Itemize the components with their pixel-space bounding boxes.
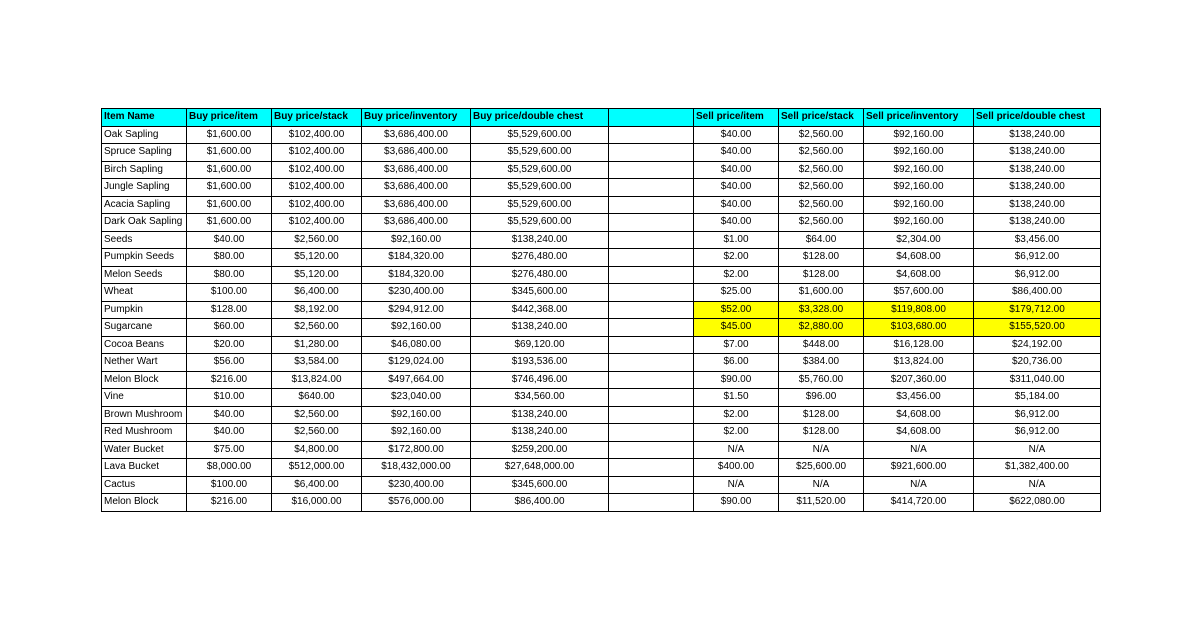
sell-price-double-chest-cell[interactable]: $138,240.00 xyxy=(974,144,1101,162)
gap-cell[interactable] xyxy=(609,179,694,197)
buy-price-inventory-cell[interactable]: $230,400.00 xyxy=(362,284,471,302)
buy-price-double-chest-cell[interactable]: $69,120.00 xyxy=(471,336,609,354)
table-row xyxy=(102,144,1101,162)
buy-price-inventory-cell[interactable]: $497,664.00 xyxy=(362,371,471,389)
header-sell-inventory[interactable]: Sell price/inventory xyxy=(864,109,974,127)
sell-price-inventory-cell[interactable]: $92,160.00 xyxy=(864,126,974,144)
sell-price-inventory-cell[interactable]: $92,160.00 xyxy=(864,161,974,179)
buy-price-inventory-cell[interactable]: $3,686,400.00 xyxy=(362,179,471,197)
buy-price-stack-cell[interactable]: $8,192.00 xyxy=(272,301,362,319)
gap-cell[interactable] xyxy=(609,214,694,232)
gap-cell[interactable] xyxy=(609,459,694,477)
item-name-cell[interactable]: Spruce Sapling xyxy=(102,144,187,162)
buy-price-item-cell[interactable]: $40.00 xyxy=(187,424,272,442)
buy-price-inventory-cell[interactable]: $18,432,000.00 xyxy=(362,459,471,477)
gap-cell[interactable] xyxy=(609,406,694,424)
sell-price-double-chest-cell[interactable]: $86,400.00 xyxy=(974,284,1101,302)
sell-price-stack-cell[interactable]: $1,600.00 xyxy=(779,284,864,302)
sell-price-inventory-cell[interactable]: $16,128.00 xyxy=(864,336,974,354)
buy-price-stack-cell[interactable]: $102,400.00 xyxy=(272,144,362,162)
buy-price-inventory-cell[interactable]: $3,686,400.00 xyxy=(362,161,471,179)
item-name-cell[interactable]: Birch Sapling xyxy=(102,161,187,179)
buy-price-stack-cell[interactable]: $4,800.00 xyxy=(272,441,362,459)
header-buy-double-chest[interactable]: Buy price/double chest xyxy=(471,109,609,127)
item-name-cell[interactable]: Vine xyxy=(102,389,187,407)
table-row xyxy=(102,301,1101,319)
buy-price-inventory-cell[interactable]: $172,800.00 xyxy=(362,441,471,459)
sell-price-double-chest-cell[interactable]: $622,080.00 xyxy=(974,494,1101,512)
buy-price-inventory-cell[interactable]: $129,024.00 xyxy=(362,354,471,372)
buy-price-stack-cell[interactable]: $512,000.00 xyxy=(272,459,362,477)
item-name-cell[interactable]: Melon Block xyxy=(102,371,187,389)
buy-price-inventory-cell[interactable]: $23,040.00 xyxy=(362,389,471,407)
buy-price-stack-cell[interactable]: $2,560.00 xyxy=(272,424,362,442)
table-row xyxy=(102,336,1101,354)
sell-price-stack-cell[interactable]: $2,560.00 xyxy=(779,214,864,232)
sell-price-item-cell[interactable]: $52.00 xyxy=(694,301,779,319)
buy-price-double-chest-cell[interactable]: $138,240.00 xyxy=(471,319,609,337)
buy-price-stack-cell[interactable]: $2,560.00 xyxy=(272,319,362,337)
header-gap-cell[interactable] xyxy=(609,109,694,127)
buy-price-item-cell[interactable]: $1,600.00 xyxy=(187,214,272,232)
table-row xyxy=(102,354,1101,372)
sell-price-stack-cell[interactable]: $128.00 xyxy=(779,406,864,424)
sell-price-double-chest-cell[interactable]: $6,912.00 xyxy=(974,406,1101,424)
buy-price-inventory-cell[interactable]: $46,080.00 xyxy=(362,336,471,354)
gap-cell[interactable] xyxy=(609,144,694,162)
buy-price-stack-cell[interactable]: $102,400.00 xyxy=(272,161,362,179)
sell-price-stack-cell[interactable]: $2,880.00 xyxy=(779,319,864,337)
sell-price-item-cell[interactable]: $1.50 xyxy=(694,389,779,407)
table-row xyxy=(102,196,1101,214)
item-name-cell[interactable]: Nether Wart xyxy=(102,354,187,372)
buy-price-stack-cell[interactable]: $2,560.00 xyxy=(272,406,362,424)
gap-cell[interactable] xyxy=(609,494,694,512)
sell-price-inventory-cell[interactable]: $2,304.00 xyxy=(864,231,974,249)
item-name-cell[interactable]: Seeds xyxy=(102,231,187,249)
buy-price-double-chest-cell[interactable]: $276,480.00 xyxy=(471,249,609,267)
item-name-cell[interactable]: Pumpkin Seeds xyxy=(102,249,187,267)
item-name-cell[interactable]: Cactus xyxy=(102,476,187,494)
sell-price-item-cell[interactable]: $40.00 xyxy=(694,214,779,232)
table-row xyxy=(102,459,1101,477)
buy-price-inventory-cell[interactable]: $3,686,400.00 xyxy=(362,196,471,214)
buy-price-double-chest-cell[interactable]: $442,368.00 xyxy=(471,301,609,319)
sell-price-inventory-cell[interactable]: $119,808.00 xyxy=(864,301,974,319)
buy-price-double-chest-cell[interactable]: $746,496.00 xyxy=(471,371,609,389)
item-name-cell[interactable]: Wheat xyxy=(102,284,187,302)
sell-price-item-cell[interactable]: N/A xyxy=(694,441,779,459)
sell-price-double-chest-cell[interactable]: $6,912.00 xyxy=(974,249,1101,267)
gap-cell[interactable] xyxy=(609,389,694,407)
header-sell-stack[interactable]: Sell price/stack xyxy=(779,109,864,127)
table-row xyxy=(102,266,1101,284)
sell-price-double-chest-cell[interactable]: $138,240.00 xyxy=(974,214,1101,232)
sell-price-inventory-cell[interactable]: $103,680.00 xyxy=(864,319,974,337)
sell-price-inventory-cell[interactable]: $13,824.00 xyxy=(864,354,974,372)
sell-price-inventory-cell[interactable]: $4,608.00 xyxy=(864,406,974,424)
sell-price-stack-cell[interactable]: $2,560.00 xyxy=(779,126,864,144)
buy-price-item-cell[interactable]: $1,600.00 xyxy=(187,179,272,197)
sell-price-stack-cell[interactable]: $2,560.00 xyxy=(779,179,864,197)
item-name-cell[interactable]: Water Bucket xyxy=(102,441,187,459)
buy-price-stack-cell[interactable]: $6,400.00 xyxy=(272,284,362,302)
gap-cell[interactable] xyxy=(609,336,694,354)
sell-price-inventory-cell[interactable]: N/A xyxy=(864,476,974,494)
buy-price-item-cell[interactable]: $8,000.00 xyxy=(187,459,272,477)
item-name-cell[interactable]: Melon Seeds xyxy=(102,266,187,284)
sell-price-stack-cell[interactable]: $128.00 xyxy=(779,424,864,442)
sell-price-item-cell[interactable]: $2.00 xyxy=(694,406,779,424)
table-row xyxy=(102,161,1101,179)
sell-price-stack-cell[interactable]: N/A xyxy=(779,441,864,459)
gap-cell[interactable] xyxy=(609,161,694,179)
table-row xyxy=(102,214,1101,232)
sell-price-double-chest-cell[interactable]: $6,912.00 xyxy=(974,266,1101,284)
sell-price-item-cell[interactable]: $2.00 xyxy=(694,266,779,284)
table-row xyxy=(102,179,1101,197)
sell-price-item-cell[interactable]: $40.00 xyxy=(694,196,779,214)
table-row xyxy=(102,424,1101,442)
gap-cell[interactable] xyxy=(609,354,694,372)
gap-cell[interactable] xyxy=(609,301,694,319)
buy-price-item-cell[interactable]: $128.00 xyxy=(187,301,272,319)
sell-price-item-cell[interactable]: N/A xyxy=(694,476,779,494)
gap-cell[interactable] xyxy=(609,476,694,494)
table-row xyxy=(102,494,1101,512)
sell-price-stack-cell[interactable]: $2,560.00 xyxy=(779,161,864,179)
header-buy-inventory[interactable]: Buy price/inventory xyxy=(362,109,471,127)
sell-price-stack-cell[interactable]: $128.00 xyxy=(779,249,864,267)
sell-price-stack-cell[interactable]: $384.00 xyxy=(779,354,864,372)
sell-price-inventory-cell[interactable]: $4,608.00 xyxy=(864,249,974,267)
buy-price-item-cell[interactable]: $80.00 xyxy=(187,266,272,284)
buy-price-double-chest-cell[interactable]: $5,529,600.00 xyxy=(471,214,609,232)
gap-cell[interactable] xyxy=(609,284,694,302)
gap-cell[interactable] xyxy=(609,249,694,267)
sell-price-stack-cell[interactable]: $25,600.00 xyxy=(779,459,864,477)
sell-price-item-cell[interactable]: $25.00 xyxy=(694,284,779,302)
sell-price-double-chest-cell[interactable]: $138,240.00 xyxy=(974,179,1101,197)
buy-price-item-cell[interactable]: $10.00 xyxy=(187,389,272,407)
item-name-cell[interactable]: Pumpkin xyxy=(102,301,187,319)
buy-price-double-chest-cell[interactable]: $27,648,000.00 xyxy=(471,459,609,477)
buy-price-inventory-cell[interactable]: $3,686,400.00 xyxy=(362,144,471,162)
price-table xyxy=(101,108,1101,512)
table-row xyxy=(102,249,1101,267)
item-name-cell[interactable]: Acacia Sapling xyxy=(102,196,187,214)
buy-price-double-chest-cell[interactable]: $86,400.00 xyxy=(471,494,609,512)
buy-price-double-chest-cell[interactable]: $5,529,600.00 xyxy=(471,161,609,179)
buy-price-double-chest-cell[interactable]: $138,240.00 xyxy=(471,406,609,424)
buy-price-double-chest-cell[interactable]: $138,240.00 xyxy=(471,424,609,442)
buy-price-double-chest-cell[interactable]: $259,200.00 xyxy=(471,441,609,459)
item-name-cell[interactable]: Melon Block xyxy=(102,494,187,512)
item-name-cell[interactable]: Jungle Sapling xyxy=(102,179,187,197)
sell-price-inventory-cell[interactable]: $57,600.00 xyxy=(864,284,974,302)
gap-cell[interactable] xyxy=(609,424,694,442)
table-row xyxy=(102,284,1101,302)
table-row xyxy=(102,389,1101,407)
sell-price-stack-cell[interactable]: N/A xyxy=(779,476,864,494)
buy-price-stack-cell[interactable]: $102,400.00 xyxy=(272,179,362,197)
buy-price-inventory-cell[interactable]: $92,160.00 xyxy=(362,424,471,442)
buy-price-stack-cell[interactable]: $3,584.00 xyxy=(272,354,362,372)
buy-price-stack-cell[interactable]: $5,120.00 xyxy=(272,266,362,284)
sell-price-inventory-cell[interactable]: $3,456.00 xyxy=(864,389,974,407)
sell-price-double-chest-cell[interactable]: $3,456.00 xyxy=(974,231,1101,249)
buy-price-inventory-cell[interactable]: $92,160.00 xyxy=(362,231,471,249)
sell-price-inventory-cell[interactable]: $92,160.00 xyxy=(864,179,974,197)
buy-price-stack-cell[interactable]: $102,400.00 xyxy=(272,126,362,144)
gap-cell[interactable] xyxy=(609,231,694,249)
buy-price-inventory-cell[interactable]: $3,686,400.00 xyxy=(362,214,471,232)
sell-price-item-cell[interactable]: $40.00 xyxy=(694,161,779,179)
sell-price-inventory-cell[interactable]: $207,360.00 xyxy=(864,371,974,389)
sell-price-inventory-cell[interactable]: $92,160.00 xyxy=(864,196,974,214)
buy-price-inventory-cell[interactable]: $92,160.00 xyxy=(362,406,471,424)
sell-price-item-cell[interactable]: $1.00 xyxy=(694,231,779,249)
sell-price-item-cell[interactable]: $2.00 xyxy=(694,424,779,442)
item-name-cell[interactable]: Lava Bucket xyxy=(102,459,187,477)
sell-price-item-cell[interactable]: $6.00 xyxy=(694,354,779,372)
sell-price-double-chest-cell[interactable]: $138,240.00 xyxy=(974,126,1101,144)
sell-price-stack-cell[interactable]: $64.00 xyxy=(779,231,864,249)
item-name-cell[interactable]: Oak Sapling xyxy=(102,126,187,144)
sell-price-inventory-cell[interactable]: $414,720.00 xyxy=(864,494,974,512)
table-row xyxy=(102,371,1101,389)
buy-price-item-cell[interactable]: $1,600.00 xyxy=(187,144,272,162)
buy-price-item-cell[interactable]: $216.00 xyxy=(187,371,272,389)
table-row xyxy=(102,476,1101,494)
sell-price-double-chest-cell[interactable]: $20,736.00 xyxy=(974,354,1101,372)
buy-price-item-cell[interactable]: $80.00 xyxy=(187,249,272,267)
buy-price-stack-cell[interactable]: $1,280.00 xyxy=(272,336,362,354)
gap-cell[interactable] xyxy=(609,319,694,337)
sell-price-item-cell[interactable]: $40.00 xyxy=(694,144,779,162)
buy-price-item-cell[interactable]: $1,600.00 xyxy=(187,126,272,144)
sell-price-inventory-cell[interactable]: $92,160.00 xyxy=(864,144,974,162)
sell-price-stack-cell[interactable]: $5,760.00 xyxy=(779,371,864,389)
buy-price-stack-cell[interactable]: $102,400.00 xyxy=(272,196,362,214)
sell-price-double-chest-cell[interactable]: $138,240.00 xyxy=(974,196,1101,214)
buy-price-item-cell[interactable]: $216.00 xyxy=(187,494,272,512)
gap-cell[interactable] xyxy=(609,266,694,284)
buy-price-inventory-cell[interactable]: $184,320.00 xyxy=(362,266,471,284)
buy-price-stack-cell[interactable]: $2,560.00 xyxy=(272,231,362,249)
sell-price-item-cell[interactable]: $7.00 xyxy=(694,336,779,354)
header-item-name[interactable]: Item Name xyxy=(102,109,187,127)
table-row xyxy=(102,406,1101,424)
sell-price-inventory-cell[interactable]: $4,608.00 xyxy=(864,266,974,284)
table-row xyxy=(102,441,1101,459)
sell-price-inventory-cell[interactable]: $92,160.00 xyxy=(864,214,974,232)
buy-price-item-cell[interactable]: $75.00 xyxy=(187,441,272,459)
sell-price-item-cell[interactable]: $90.00 xyxy=(694,371,779,389)
gap-cell[interactable] xyxy=(609,126,694,144)
sell-price-stack-cell[interactable]: $3,328.00 xyxy=(779,301,864,319)
buy-price-inventory-cell[interactable]: $184,320.00 xyxy=(362,249,471,267)
buy-price-stack-cell[interactable]: $16,000.00 xyxy=(272,494,362,512)
buy-price-inventory-cell[interactable]: $3,686,400.00 xyxy=(362,126,471,144)
sell-price-item-cell[interactable]: $90.00 xyxy=(694,494,779,512)
buy-price-double-chest-cell[interactable]: $345,600.00 xyxy=(471,284,609,302)
gap-cell[interactable] xyxy=(609,196,694,214)
sell-price-inventory-cell[interactable]: $4,608.00 xyxy=(864,424,974,442)
table-row xyxy=(102,126,1101,144)
buy-price-double-chest-cell[interactable]: $138,240.00 xyxy=(471,231,609,249)
sell-price-stack-cell[interactable]: $448.00 xyxy=(779,336,864,354)
sell-price-double-chest-cell[interactable]: N/A xyxy=(974,476,1101,494)
buy-price-item-cell[interactable]: $100.00 xyxy=(187,476,272,494)
buy-price-double-chest-cell[interactable]: $193,536.00 xyxy=(471,354,609,372)
buy-price-item-cell[interactable]: $20.00 xyxy=(187,336,272,354)
sell-price-inventory-cell[interactable]: $921,600.00 xyxy=(864,459,974,477)
buy-price-item-cell[interactable]: $40.00 xyxy=(187,406,272,424)
sell-price-double-chest-cell[interactable]: $179,712.00 xyxy=(974,301,1101,319)
buy-price-stack-cell[interactable]: $13,824.00 xyxy=(272,371,362,389)
sell-price-double-chest-cell[interactable]: $6,912.00 xyxy=(974,424,1101,442)
buy-price-item-cell[interactable]: $60.00 xyxy=(187,319,272,337)
buy-price-stack-cell[interactable]: $6,400.00 xyxy=(272,476,362,494)
buy-price-stack-cell[interactable]: $5,120.00 xyxy=(272,249,362,267)
buy-price-item-cell[interactable]: $40.00 xyxy=(187,231,272,249)
buy-price-item-cell[interactable]: $56.00 xyxy=(187,354,272,372)
gap-cell[interactable] xyxy=(609,441,694,459)
item-name-cell[interactable]: Cocoa Beans xyxy=(102,336,187,354)
sell-price-stack-cell[interactable]: $2,560.00 xyxy=(779,196,864,214)
sell-price-double-chest-cell[interactable]: $138,240.00 xyxy=(974,161,1101,179)
buy-price-double-chest-cell[interactable]: $5,529,600.00 xyxy=(471,179,609,197)
item-name-cell[interactable]: Sugarcane xyxy=(102,319,187,337)
buy-price-inventory-cell[interactable]: $230,400.00 xyxy=(362,476,471,494)
sell-price-inventory-cell[interactable]: N/A xyxy=(864,441,974,459)
sell-price-stack-cell[interactable]: $11,520.00 xyxy=(779,494,864,512)
item-name-cell[interactable]: Dark Oak Sapling xyxy=(102,214,187,232)
buy-price-stack-cell[interactable]: $640.00 xyxy=(272,389,362,407)
sell-price-double-chest-cell[interactable]: $1,382,400.00 xyxy=(974,459,1101,477)
buy-price-double-chest-cell[interactable]: $5,529,600.00 xyxy=(471,144,609,162)
sell-price-double-chest-cell[interactable]: $24,192.00 xyxy=(974,336,1101,354)
buy-price-double-chest-cell[interactable]: $34,560.00 xyxy=(471,389,609,407)
buy-price-double-chest-cell[interactable]: $5,529,600.00 xyxy=(471,196,609,214)
sell-price-stack-cell[interactable]: $96.00 xyxy=(779,389,864,407)
header-buy-item[interactable]: Buy price/item xyxy=(187,109,272,127)
header-row xyxy=(102,109,1101,127)
sell-price-item-cell[interactable]: $40.00 xyxy=(694,126,779,144)
buy-price-stack-cell[interactable]: $102,400.00 xyxy=(272,214,362,232)
header-sell-double-chest[interactable]: Sell price/double chest xyxy=(974,109,1101,127)
sell-price-double-chest-cell[interactable]: N/A xyxy=(974,441,1101,459)
sell-price-item-cell[interactable]: $400.00 xyxy=(694,459,779,477)
buy-price-double-chest-cell[interactable]: $345,600.00 xyxy=(471,476,609,494)
sell-price-item-cell[interactable]: $40.00 xyxy=(694,179,779,197)
item-name-cell[interactable]: Red Mushroom xyxy=(102,424,187,442)
table-body xyxy=(102,109,1101,512)
item-name-cell[interactable]: Brown Mushroom xyxy=(102,406,187,424)
buy-price-item-cell[interactable]: $1,600.00 xyxy=(187,196,272,214)
sell-price-stack-cell[interactable]: $2,560.00 xyxy=(779,144,864,162)
sell-price-double-chest-cell[interactable]: $5,184.00 xyxy=(974,389,1101,407)
table-row xyxy=(102,231,1101,249)
buy-price-item-cell[interactable]: $100.00 xyxy=(187,284,272,302)
sell-price-double-chest-cell[interactable]: $311,040.00 xyxy=(974,371,1101,389)
buy-price-inventory-cell[interactable]: $92,160.00 xyxy=(362,319,471,337)
header-sell-item[interactable]: Sell price/item xyxy=(694,109,779,127)
table-row xyxy=(102,319,1101,337)
sell-price-item-cell[interactable]: $2.00 xyxy=(694,249,779,267)
buy-price-inventory-cell[interactable]: $576,000.00 xyxy=(362,494,471,512)
buy-price-item-cell[interactable]: $1,600.00 xyxy=(187,161,272,179)
gap-cell[interactable] xyxy=(609,371,694,389)
sell-price-item-cell[interactable]: $45.00 xyxy=(694,319,779,337)
header-buy-stack[interactable]: Buy price/stack xyxy=(272,109,362,127)
buy-price-inventory-cell[interactable]: $294,912.00 xyxy=(362,301,471,319)
sell-price-double-chest-cell[interactable]: $155,520.00 xyxy=(974,319,1101,337)
buy-price-double-chest-cell[interactable]: $276,480.00 xyxy=(471,266,609,284)
buy-price-double-chest-cell[interactable]: $5,529,600.00 xyxy=(471,126,609,144)
sell-price-stack-cell[interactable]: $128.00 xyxy=(779,266,864,284)
